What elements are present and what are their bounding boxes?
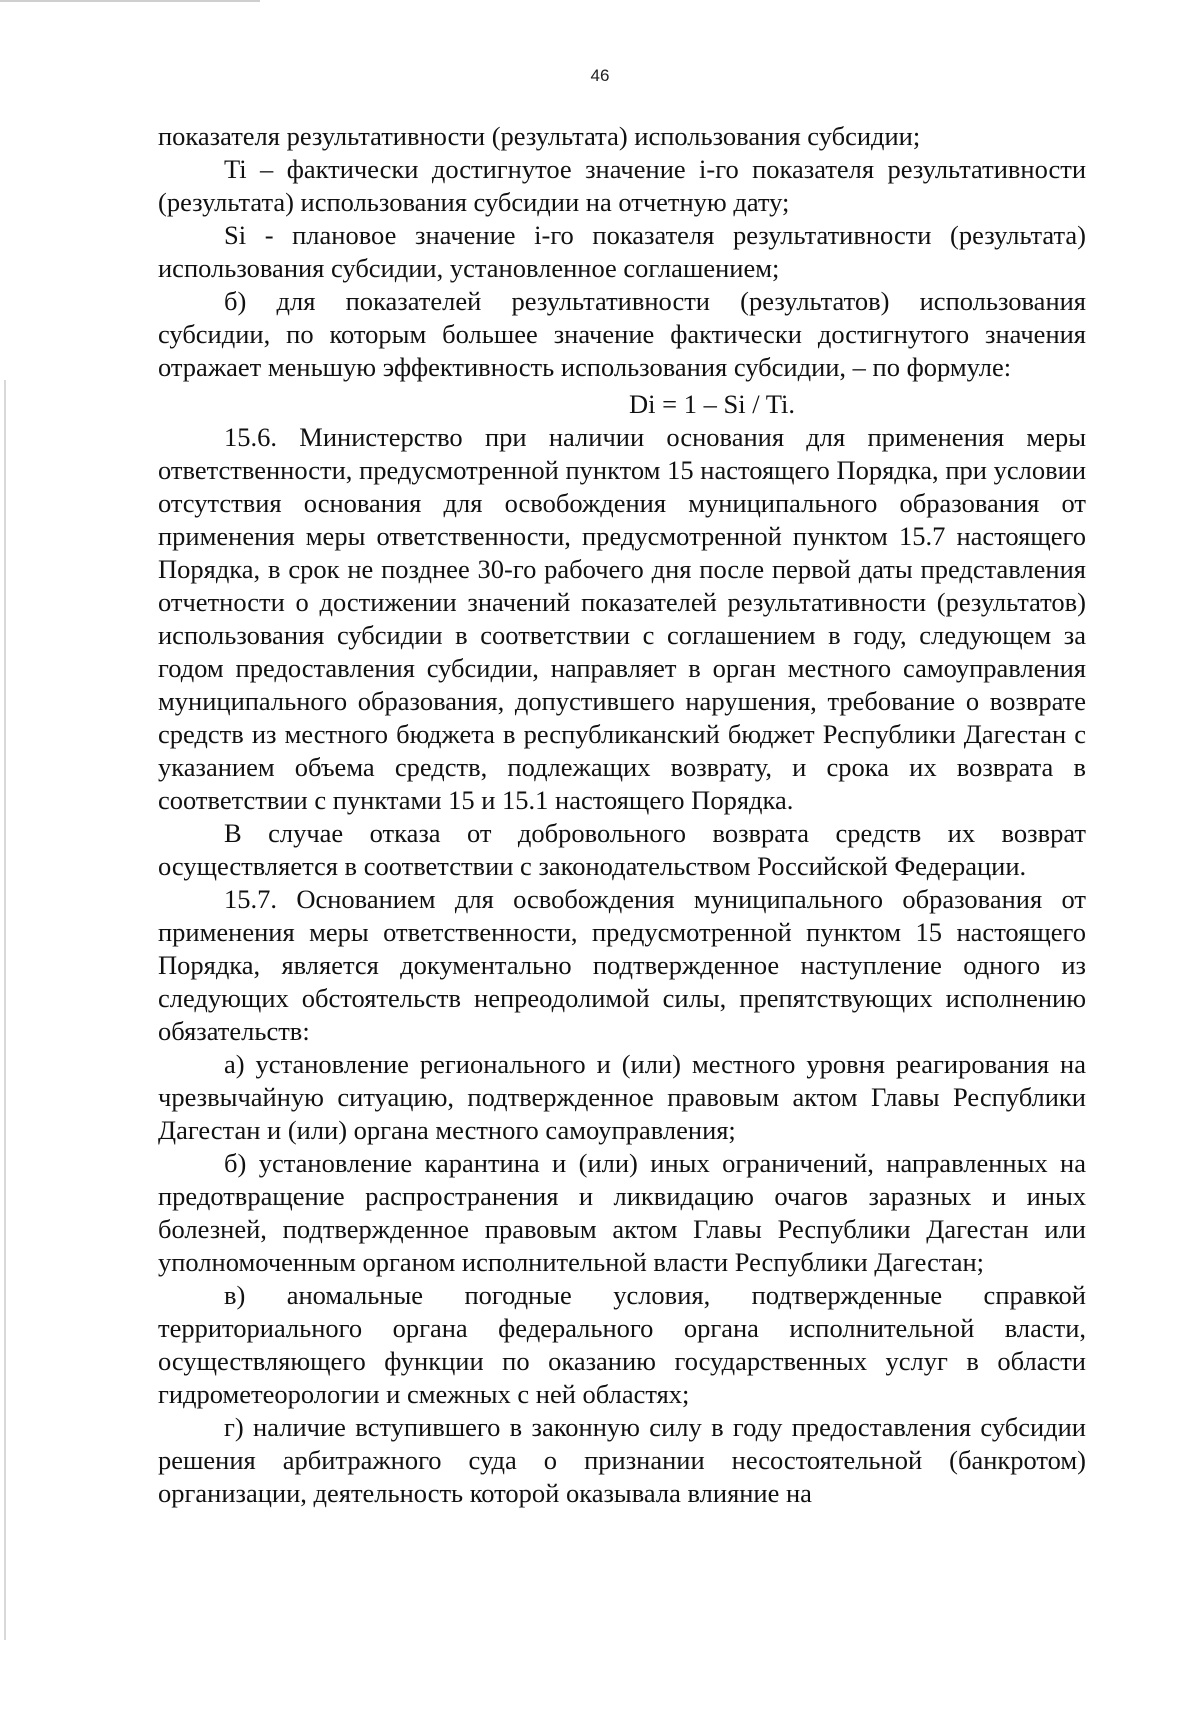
- paragraph-item-g: г) наличие вступившего в законную силу в году предоставления субсидии решения арбитражного суда о признании несостоятельной (банкротом) организации, деятельность которой оказывала влияние на: [158, 1412, 1086, 1508]
- page-number: 46: [590, 66, 610, 85]
- paragraph-15-6: 15.6. Министерство при наличии основания для применения меры ответственности, предусмотренной пунктом 15 настоящего Порядка, при условии отсутствия основания для освобождения муниципального образования от применения меры ответственности, предусмотренной пунктом 15.7 настоящего Порядка, в срок не позднее 30-го рабочего дня после первой даты представления отчетности о достижении значений показателей результативности (результатов) использования субсидии в соответствии с соглашением в году, следующем за годом предоставления субсидии, направляет в орган местного самоуправления муниципального образования, допустившего нарушения, требование о возврате средств из местного бюджета в республиканский бюджет Республики Дагестан с указанием объема средств, подлежащих возврату, и срока их возврата в соответствии с пунктами 15 и 15.1 настоящего Порядка.: [158, 422, 1086, 815]
- paragraph-continuation: показателя результативности (результата) использования субсидии;: [158, 121, 921, 151]
- scan-edge-top: [0, 0, 260, 2]
- paragraph-si-definition: Si - плановое значение i-го показателя результативности (результата) использования субсидии, установленное соглашением;: [158, 220, 1086, 283]
- paragraph-item-b2: б) установление карантина и (или) иных ограничений, направленных на предотвращение распространения и ликвидацию очагов заразных и иных болезней, подтвержденное правовым актом Главы Республики Дагестан или уполномоченным органом исполнительной власти Республики Дагестан;: [158, 1148, 1086, 1277]
- paragraph-ti-definition: Ti – фактически достигнутое значение i-го показателя результативности (результата) использования субсидии на отчетную дату;: [158, 154, 1086, 217]
- paragraph-item-b: б) для показателей результативности (результатов) использования субсидии, по которым большее значение фактически достигнутого значения отражает меньшую эффективность использования субсидии, – по формуле:: [158, 286, 1086, 382]
- formula: Di = 1 – Si / Ti.: [629, 389, 795, 419]
- paragraph-item-a: а) установление регионального и (или) местного уровня реагирования на чрезвычайную ситуацию, подтвержденное правовым актом Главы Республики Дагестан и (или) органа местного самоуправления;: [158, 1049, 1086, 1145]
- scan-edge-left: [4, 380, 6, 1640]
- paragraph-15-7: 15.7. Основанием для освобождения муниципального образования от применения меры ответственности, предусмотренной пунктом 15 настоящего Порядка, является документально подтвержденное наступление одного из следующих обстоятельств непреодолимой силы, препятствующих исполнению обязательств:: [158, 884, 1086, 1046]
- paragraph-refusal: В случае отказа от добровольного возврата средств их возврат осуществляется в соответствии с законодательством Российской Федерации.: [158, 818, 1086, 881]
- document-body: [158, 120, 1086, 1510]
- paragraph-item-v: в) аномальные погодные условия, подтвержденные справкой территориального органа федерального органа исполнительной власти, осуществляющего функции по оказанию государственных услуг в области гидрометеорологии и смежных с ней областях;: [158, 1280, 1086, 1409]
